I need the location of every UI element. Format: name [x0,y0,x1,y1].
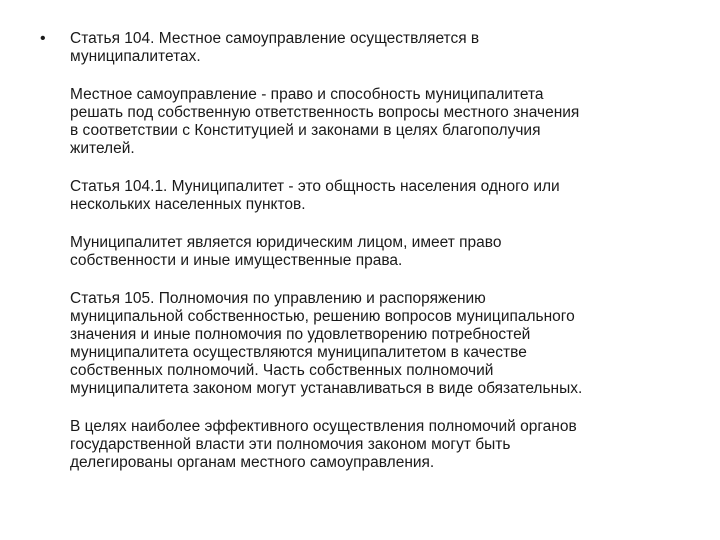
bullet-point: • [40,30,46,47]
paragraph-article-104-1: Статья 104.1. Муниципалитет - это общность населения одного или нескольких населенных пунктов. [70,178,560,213]
paragraph-delegation: В целях наиболее эффективного осуществления полномочий органов государственной власти эти полномочия законом могут быть делегированы органам местного самоуправления. [70,418,577,471]
paragraph-self-government-definition: Местное самоуправление - право и способность муниципалитета решать под собственную ответственность вопросы местного значения в соответствии с Конституцией и законами в целях благополучия жителей. [70,86,580,157]
paragraph-legal-entity: Муниципалитет является юридическим лицом, имеет право собственности и иные имущественные права. [70,234,502,269]
paragraph-article-105: Статья 105. Полномочия по управлению и распоряжению муниципальной собственностью, решению вопросов муниципального значения и иные полномочия по удовлетворению потребностей муниципалитета осуществляются муниципалитетом в качестве собственных полномочий. Часть собственных полномочий муниципалитета законом могут устанавливаться в виде обязательных. [70,290,583,397]
content-text [70,30,690,472]
paragraph-article-104: Статья 104. Местное самоуправление осуществляется в муниципалитетах. [70,30,480,65]
